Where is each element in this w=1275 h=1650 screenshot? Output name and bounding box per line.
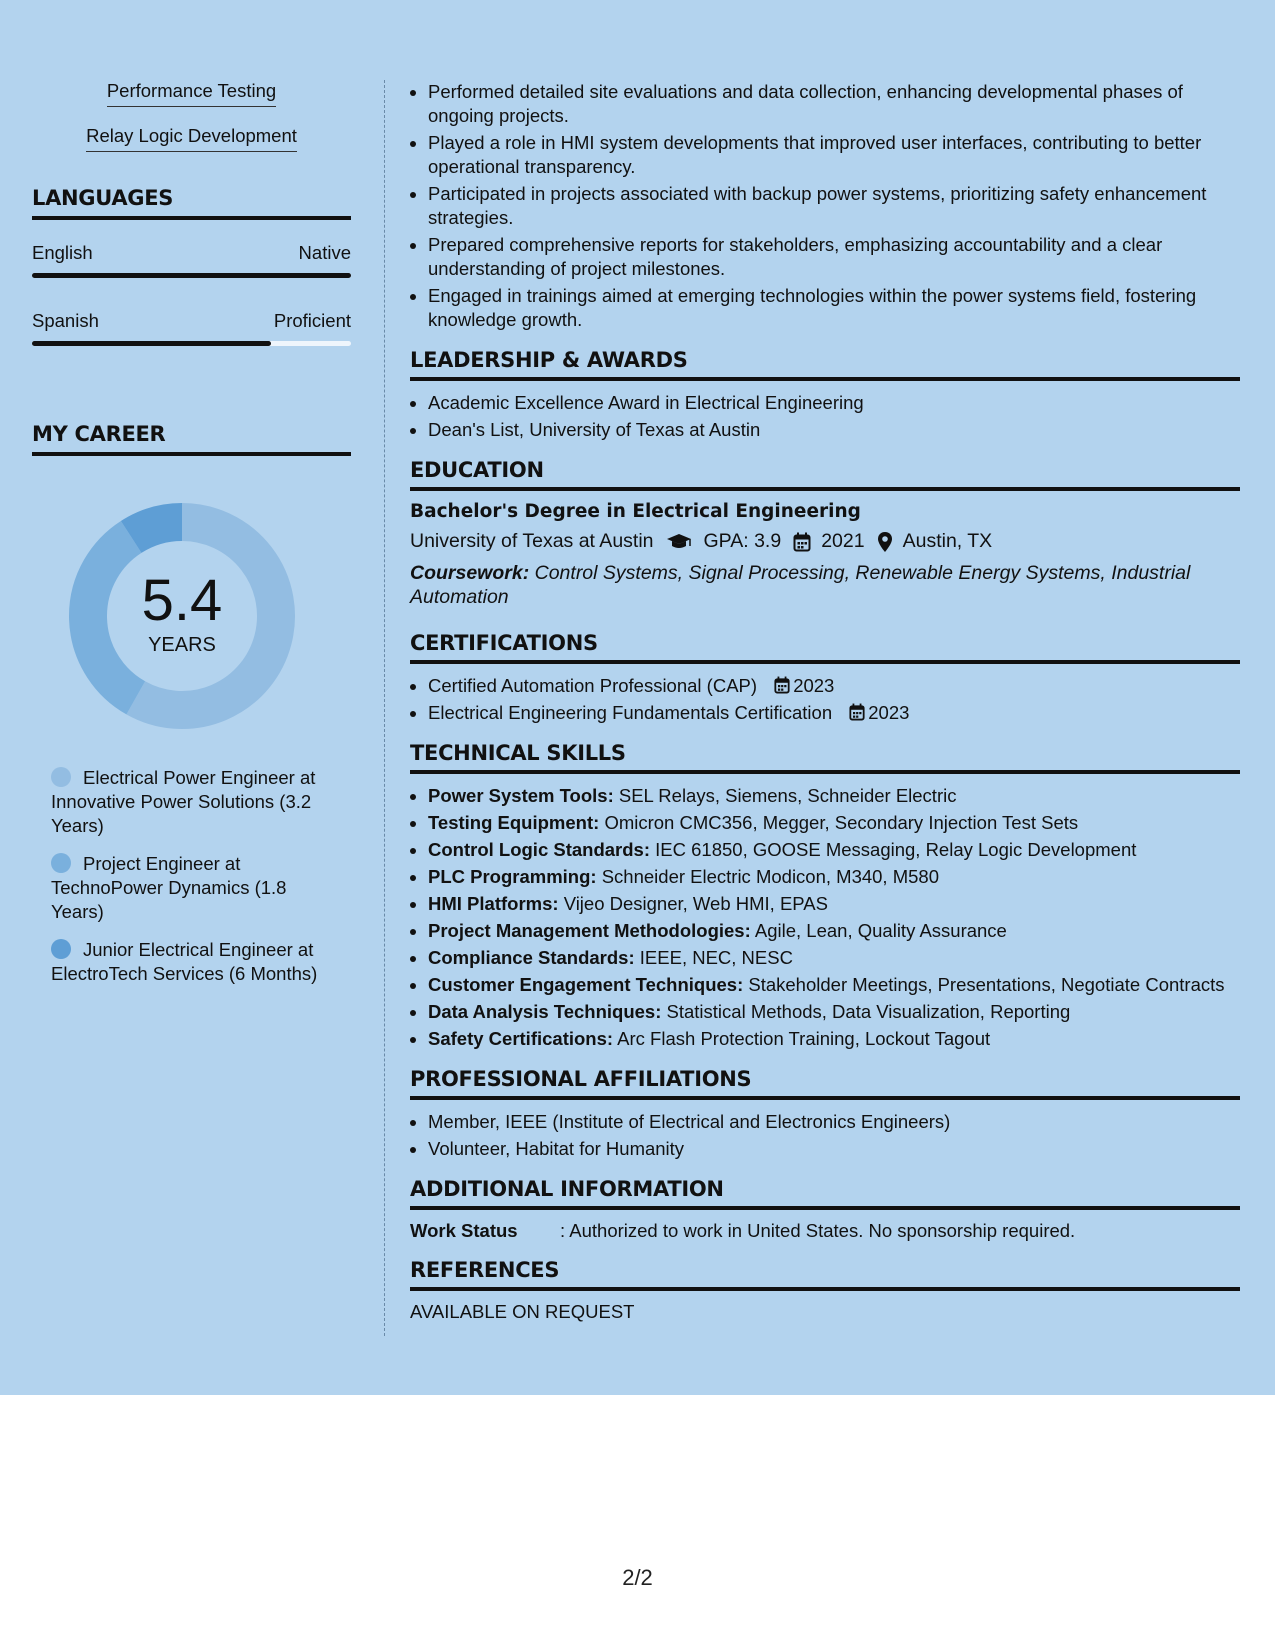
skill-item (428, 919, 1240, 943)
experience-bullet: • Engaged in trainings aimed at emerging technologies within the power systems field, fostering knowledge growth. (428, 284, 1240, 332)
skill-label: Compliance Standards: (428, 947, 635, 968)
skill-label: Data Analysis Techniques: (428, 1001, 662, 1022)
graduation-year: 2021 (821, 530, 865, 552)
references-heading: REFERENCES (410, 1258, 1240, 1291)
skill-label: Testing Equipment: (428, 812, 600, 833)
skill-item (428, 1000, 1240, 1024)
skill-value: SEL Relays, Siemens, Schneider Electric (618, 785, 957, 806)
languages-heading: LANGUAGES (32, 186, 351, 220)
affiliations-list (428, 1110, 1240, 1161)
work-status-row (410, 1220, 1240, 1242)
calendar-icon (793, 532, 811, 552)
career-heading: MY CAREER (32, 422, 351, 456)
language-level: Native (298, 242, 351, 263)
skill-label: Control Logic Standards: (428, 839, 650, 860)
career-list (51, 766, 341, 986)
certification-name: Electrical Engineering Fundamentals Certification (428, 702, 833, 723)
career-item-label: Junior Electrical Engineer at ElectroTech Services (6 Months) (51, 939, 318, 984)
career-total-unit: YEARS (148, 634, 216, 656)
skill-value: Agile, Lean, Quality Assurance (754, 920, 1007, 941)
skill-tag (32, 80, 351, 107)
technical-skills-heading: TECHNICAL SKILLS (410, 741, 1240, 774)
language-item (32, 242, 351, 278)
career-total-value: 5.4 (141, 568, 223, 633)
career-legend-dot (51, 853, 71, 873)
certifications-list (428, 674, 1240, 725)
certification-item (428, 674, 1240, 698)
location-pin-icon (877, 531, 893, 553)
skill-tag (32, 125, 351, 152)
certification-item (428, 701, 1240, 725)
skill-label: Project Management Methodologies: (428, 920, 751, 941)
skill-value: Schneider Electric Modicon, M340, M580 (601, 866, 939, 887)
language-proficiency-fill (32, 341, 271, 346)
skill-value: Vijeo Designer, Web HMI, EPAS (563, 893, 828, 914)
career-item (51, 938, 341, 986)
leadership-heading: LEADERSHIP & AWARDS (410, 348, 1240, 381)
career-item-label: Project Engineer at TechnoPower Dynamics (1.8 Years) (51, 853, 287, 922)
skill-item (428, 973, 1240, 997)
experience-bullets (428, 80, 1240, 332)
skill-label: PLC Programming: (428, 866, 597, 887)
skill-item (428, 784, 1240, 808)
skill-tag-label: Performance Testing (107, 80, 276, 107)
skill-value: Stakeholder Meetings, Presentations, Negotiate Contracts (748, 974, 1225, 995)
technical-skills-list (428, 784, 1240, 1051)
coursework (410, 561, 1240, 609)
career-donut-segment (131, 522, 182, 537)
certification-name: Certified Automation Professional (CAP) (428, 675, 758, 696)
affiliation-item: • Member, IEEE (Institute of Electrical and Electronics Engineers) (428, 1110, 1240, 1134)
affiliations-heading: PROFESSIONAL AFFILIATIONS (410, 1067, 1240, 1100)
experience-bullet: • Performed detailed site evaluations and data collection, enhancing developmental phases of ongoing projects. (428, 80, 1240, 128)
language-proficiency-bar (32, 273, 351, 278)
experience-bullet: • Participated in projects associated with backup power systems, prioritizing safety enhancement strategies. (428, 182, 1240, 230)
experience-bullet: • Played a role in HMI system developments that improved user interfaces, contributing to better operational transparency. (428, 131, 1240, 179)
additional-info-heading: ADDITIONAL INFORMATION (410, 1177, 1240, 1210)
certification-year: 2023 (793, 675, 835, 696)
work-status-value: : Authorized to work in United States. No sponsorship required. (560, 1220, 1076, 1241)
career-item (51, 852, 341, 924)
career-legend-dot (51, 939, 71, 959)
gpa: GPA: 3.9 (703, 530, 782, 552)
language-level: Proficient (273, 310, 351, 331)
career-item (51, 766, 341, 838)
calendar-icon (849, 703, 865, 721)
career-donut-chart (66, 500, 298, 732)
coursework-value: Control Systems, Signal Processing, Renewable Energy Systems, Industrial Automation (410, 562, 1191, 608)
language-proficiency-bar (32, 341, 351, 346)
references-text: AVAILABLE ON REQUEST (410, 1301, 635, 1322)
education-details (410, 530, 1240, 553)
career-item-label: Electrical Power Engineer at Innovative Power Solutions (3.2 Years) (51, 767, 316, 836)
certification-year: 2023 (868, 702, 910, 723)
education-location: Austin, TX (902, 530, 993, 552)
leadership-list (428, 391, 1240, 442)
career-legend-dot (51, 767, 71, 787)
calendar-icon (774, 676, 790, 694)
experience-bullet: • Prepared comprehensive reports for stakeholders, emphasizing accountability and a clear understanding of project milestones. (428, 233, 1240, 281)
page-number: 2/2 (622, 1565, 653, 1590)
skill-item (428, 1027, 1240, 1051)
column-divider (384, 80, 385, 1336)
affiliation-item: • Volunteer, Habitat for Humanity (428, 1137, 1240, 1161)
language-proficiency-fill (32, 273, 351, 278)
skill-item (428, 811, 1240, 835)
skill-item (428, 838, 1240, 862)
graduation-cap-icon (666, 533, 692, 551)
education-heading: EDUCATION (410, 458, 1240, 491)
work-status-label: Work Status (410, 1220, 518, 1241)
leadership-item: • Academic Excellence Award in Electrical Engineering (428, 391, 1240, 415)
school-name: University of Texas at Austin (410, 530, 654, 552)
skill-item (428, 865, 1240, 889)
skill-label: Customer Engagement Techniques: (428, 974, 744, 995)
skill-tag-label: Relay Logic Development (86, 125, 297, 152)
skill-value: Arc Flash Protection Training, Lockout Tagout (617, 1028, 991, 1049)
language-name: English (32, 242, 93, 263)
right-column (410, 80, 1240, 1323)
skill-value: Statistical Methods, Data Visualization, Reporting (666, 1001, 1071, 1022)
degree-title: Bachelor's Degree in Electrical Engineering (410, 501, 861, 522)
skill-item (428, 946, 1240, 970)
coursework-label: Coursework: (410, 562, 530, 584)
language-item (32, 310, 351, 346)
skill-item (428, 892, 1240, 916)
skill-label: HMI Platforms: (428, 893, 559, 914)
skill-value: Omicron CMC356, Megger, Secondary Injection Test Sets (604, 812, 1079, 833)
left-column (32, 80, 351, 1000)
skill-label: Power System Tools: (428, 785, 614, 806)
skill-value: IEEE, NEC, NESC (639, 947, 793, 968)
leadership-item: • Dean's List, University of Texas at Austin (428, 418, 1240, 442)
skill-label: Safety Certifications: (428, 1028, 614, 1049)
certifications-heading: CERTIFICATIONS (410, 631, 1240, 664)
skill-value: IEC 61850, GOOSE Messaging, Relay Logic Development (655, 839, 1137, 860)
language-name: Spanish (32, 310, 99, 331)
